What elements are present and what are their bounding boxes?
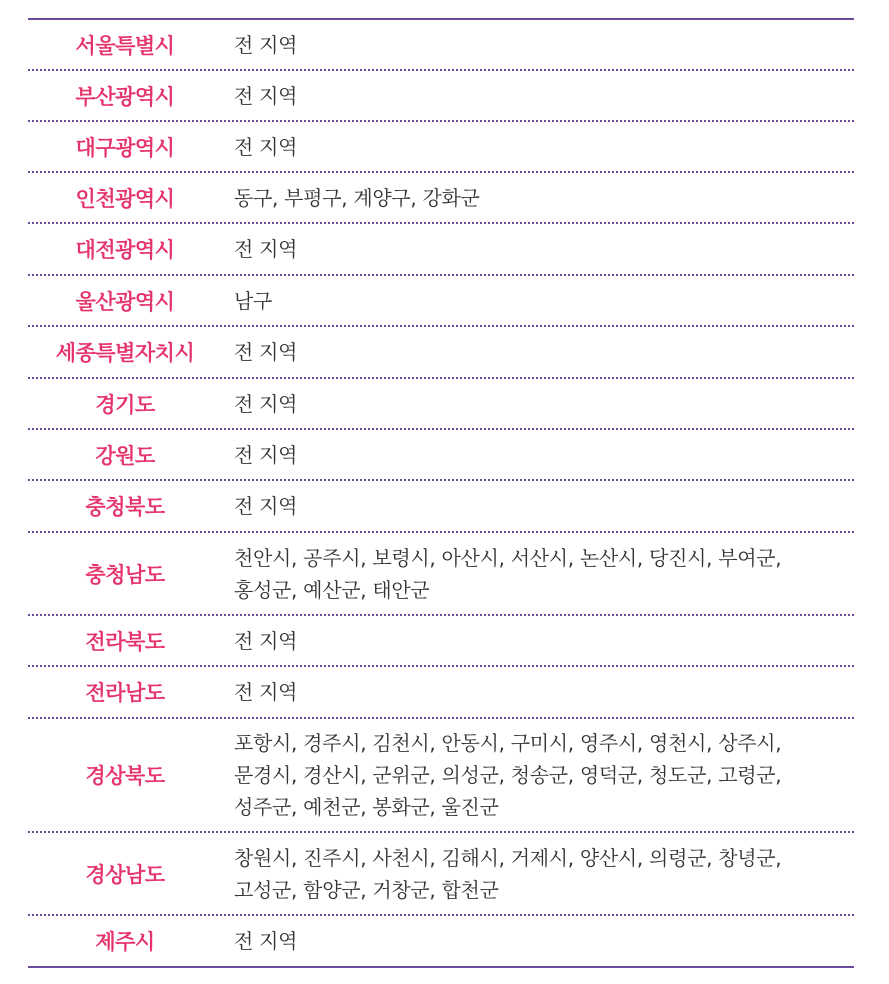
table-row — [28, 224, 854, 276]
region-areas: 전 지역 — [234, 83, 298, 108]
region-areas: 전 지역 — [234, 32, 298, 57]
region-name: 제주시 — [95, 930, 155, 954]
region-areas: 천안시, 공주시, 보령시, 아산시, 서산시, 논산시, 당진시, 부여군, 홍성군, 예산군, 태안군 — [234, 545, 782, 602]
region-table — [28, 18, 854, 968]
region-areas: 남구 — [234, 288, 273, 313]
region-name: 서울특별시 — [75, 33, 175, 58]
region-name: 경기도 — [95, 392, 155, 417]
region-name: 충청북도 — [85, 495, 165, 519]
table-row — [28, 327, 854, 379]
table-row — [28, 916, 854, 966]
region-areas: 창원시, 진주시, 사천시, 김해시, 거제시, 양산시, 의령군, 창녕군, 고성군, 함양군, 거창군, 합천군 — [234, 845, 782, 902]
region-name: 전라북도 — [85, 629, 165, 654]
table-row — [28, 173, 854, 224]
table-row — [28, 379, 854, 430]
table-row — [28, 276, 854, 327]
region-areas: 전 지역 — [234, 391, 298, 416]
region-areas: 전 지역 — [234, 134, 298, 159]
table-row — [28, 481, 854, 533]
table-row — [28, 616, 854, 667]
region-name: 울산광역시 — [75, 289, 175, 314]
region-areas: 전 지역 — [234, 237, 298, 261]
region-areas: 전 지역 — [234, 442, 298, 467]
region-areas: 포항시, 경주시, 김천시, 안동시, 구미시, 영주시, 영천시, 상주시, 문경시, 경산시, 군위군, 의성군, 청송군, 영덕군, 청도군, 고령군, 성주군, 예천군, 봉화군, 울진군 — [234, 731, 782, 819]
region-name: 세종특별자치시 — [55, 341, 195, 365]
table-row — [28, 533, 854, 616]
region-name: 강원도 — [95, 443, 155, 468]
region-areas: 전 지역 — [234, 628, 298, 653]
region-name: 충청남도 — [85, 562, 165, 587]
region-name: 전라남도 — [85, 681, 165, 705]
table-row — [28, 833, 854, 916]
table-row — [28, 430, 854, 481]
region-name: 인천광역시 — [75, 186, 175, 211]
region-name: 대구광역시 — [75, 135, 175, 160]
region-areas: 전 지역 — [234, 494, 298, 518]
region-name: 경상남도 — [85, 862, 165, 887]
region-name: 부산광역시 — [75, 84, 175, 109]
table-row — [28, 667, 854, 719]
region-areas: 전 지역 — [234, 340, 298, 364]
table-row — [28, 20, 854, 71]
table-row — [28, 71, 854, 122]
region-areas: 동구, 부평구, 계양구, 강화군 — [234, 185, 480, 210]
table-row — [28, 122, 854, 173]
region-name: 대전광역시 — [75, 238, 175, 262]
region-name: 경상북도 — [85, 764, 165, 788]
region-areas: 전 지역 — [234, 680, 298, 704]
table-row — [28, 719, 854, 833]
region-areas: 전 지역 — [234, 929, 298, 953]
